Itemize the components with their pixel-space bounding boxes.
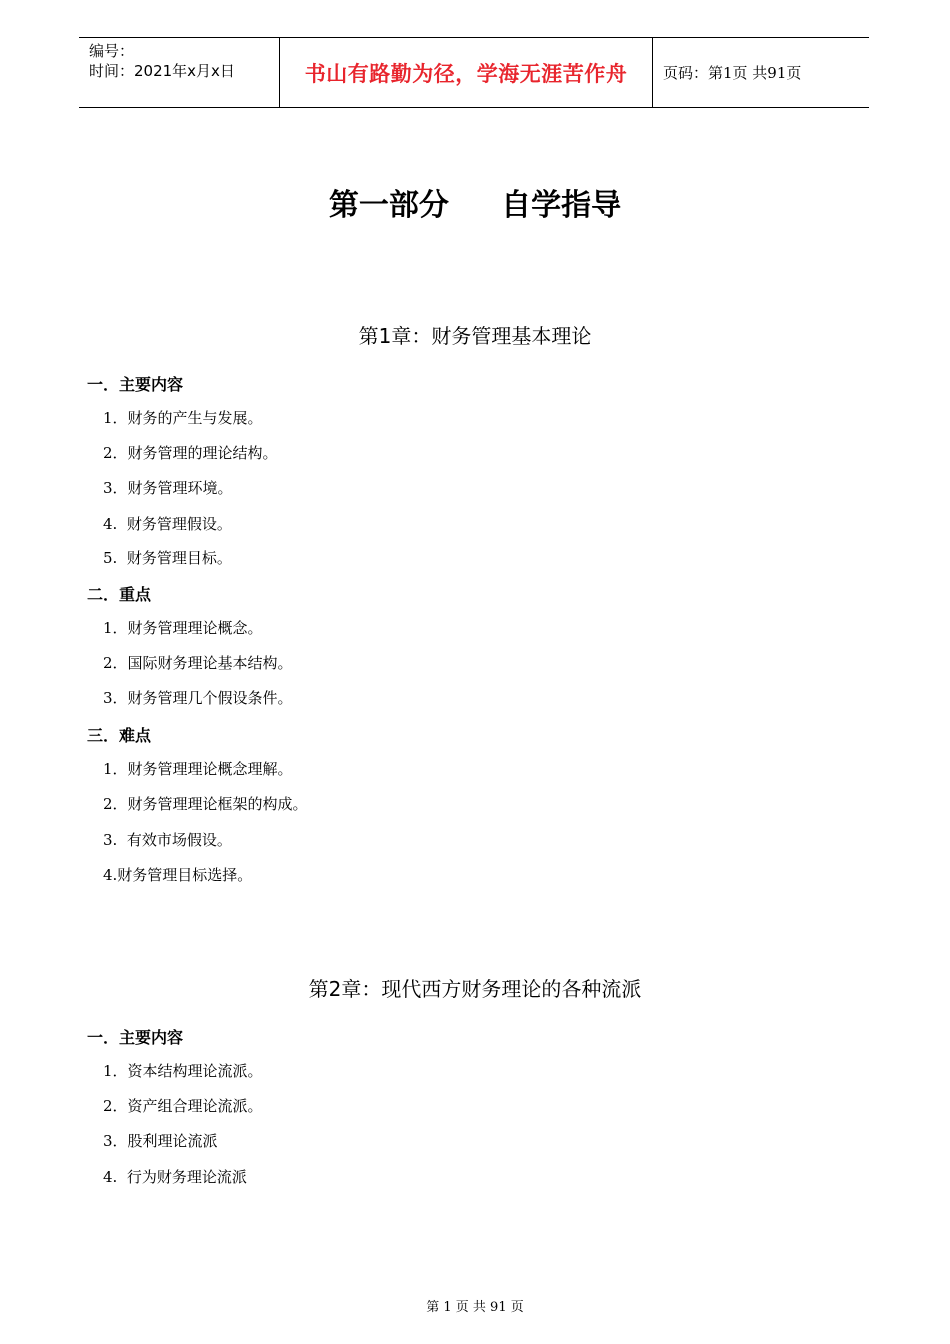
ch1-section3-heading: 三．难点 bbox=[87, 726, 152, 745]
list-item: 2．资产组合理论流派。 bbox=[103, 1097, 263, 1115]
ch1-section1-heading: 一．主要内容 bbox=[87, 375, 184, 394]
header-table bbox=[79, 37, 869, 108]
list-item: 1．财务管理理论概念。 bbox=[103, 619, 263, 637]
list-item: 1．资本结构理论流派。 bbox=[103, 1062, 263, 1080]
ch1-section2-heading: 二．重点 bbox=[87, 585, 152, 604]
time-label: 时间：2021年x月x日 bbox=[89, 62, 235, 80]
list-item: 3. 有效市场假设。 bbox=[103, 831, 232, 849]
page-footer: 第 1 页 共 91 页 bbox=[426, 1300, 524, 1315]
list-item: 2．财务管理理论框架的构成。 bbox=[103, 795, 308, 813]
motto: 书山有路勤为径，学海无涯苦作舟 bbox=[279, 38, 653, 107]
list-item: 4. 行为财务理论流派 bbox=[103, 1168, 247, 1186]
list-item: 3．股利理论流派 bbox=[103, 1132, 218, 1150]
list-item: 3．财务管理环境。 bbox=[103, 479, 233, 497]
ch2-section1-heading: 一．主要内容 bbox=[87, 1028, 184, 1047]
list-item: 4. 财务管理假设。 bbox=[103, 515, 232, 533]
list-item: 1．财务管理理论概念理解。 bbox=[103, 760, 293, 778]
chapter2-title: 第2章：现代西方财务理论的各种流派 bbox=[308, 977, 642, 1001]
list-item: 2．财务管理的理论结构。 bbox=[103, 444, 278, 462]
number-label: 编号： bbox=[89, 42, 135, 60]
list-item: 2．国际财务理论基本结构。 bbox=[103, 654, 293, 672]
part-title: 第一部分 自学指导 bbox=[328, 188, 622, 223]
list-item: 1．财务的产生与发展。 bbox=[103, 409, 263, 427]
list-item: 3．财务管理几个假设条件。 bbox=[103, 689, 293, 707]
list-item: 4.财务管理目标选择。 bbox=[103, 866, 253, 884]
header-left-cell bbox=[79, 38, 279, 107]
page-label: 页码：第1页 共91页 bbox=[663, 64, 802, 82]
chapter1-title: 第1章：财务管理基本理论 bbox=[358, 324, 592, 348]
list-item: 5. 财务管理目标。 bbox=[103, 549, 232, 567]
